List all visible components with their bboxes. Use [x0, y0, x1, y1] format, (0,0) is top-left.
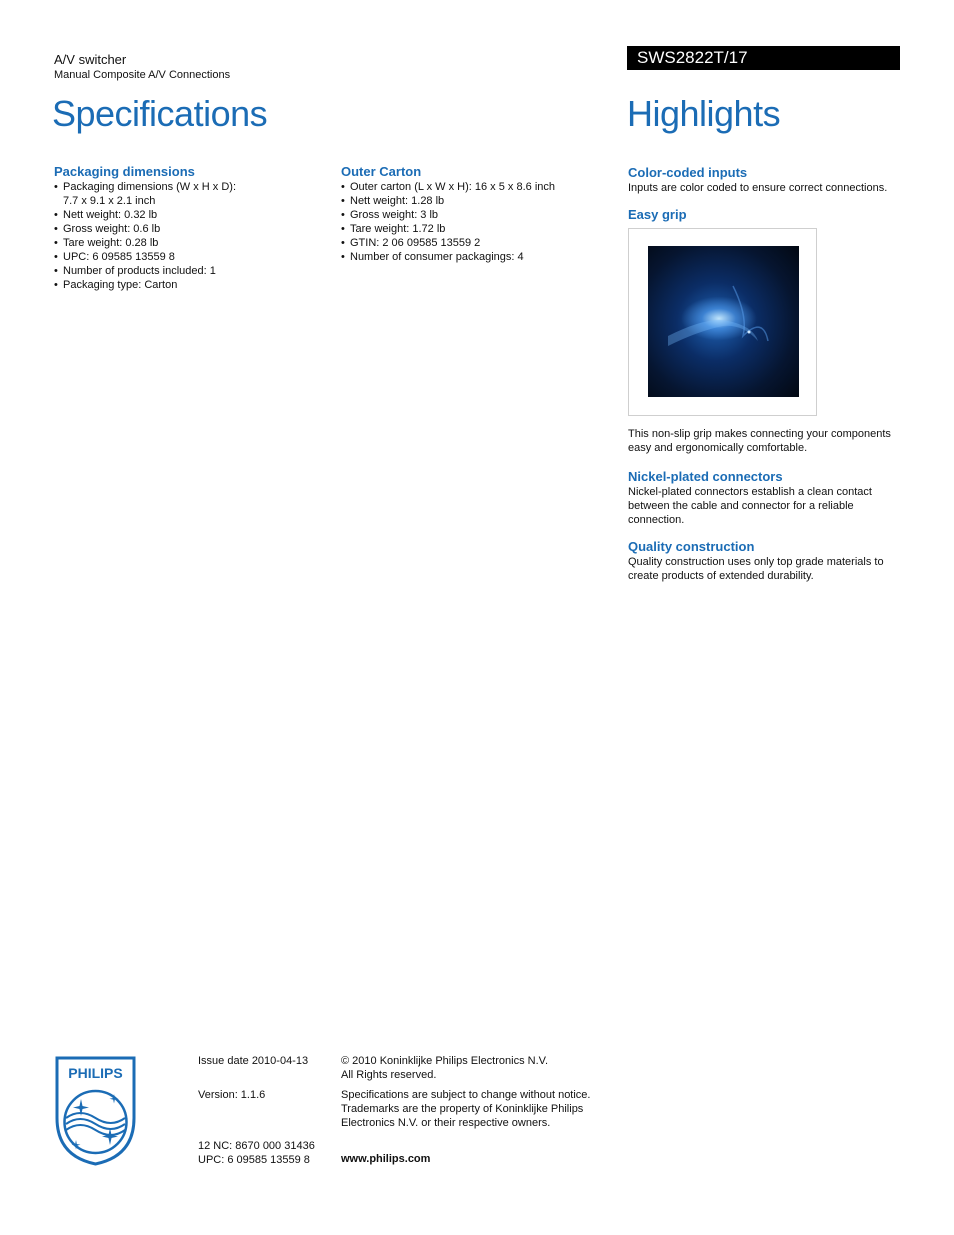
highlight-title: Quality construction — [628, 539, 755, 554]
outer-carton-section — [341, 164, 601, 264]
easy-grip-image — [628, 228, 817, 416]
highlight-title: Color-coded inputs — [628, 165, 748, 180]
list-item: • Number of products included: 1 — [54, 264, 314, 278]
highlight-quality-construction — [628, 539, 902, 583]
upc-number: UPC: 6 09585 13559 8 — [198, 1154, 310, 1166]
model-number-bar: SWS2822T/17 — [627, 46, 900, 70]
highlight-text: Quality construction uses only top grade materials to create products of extended durability. — [628, 556, 884, 582]
highlight-text: Inputs are color coded to ensure correct connections. — [628, 182, 888, 194]
website-link[interactable]: www.philips.com — [341, 1153, 431, 1165]
highlight-title: Nickel-plated connectors — [628, 469, 783, 484]
list-item: • Tare weight: 1.72 lb — [341, 222, 601, 236]
packaging-list — [54, 180, 314, 292]
light-streak-graphic — [648, 246, 799, 397]
list-item: • Number of consumer packagings: 4 — [341, 250, 601, 264]
highlight-title: Easy grip — [628, 207, 687, 222]
highlights-title: Highlights — [627, 93, 781, 134]
list-item: • Tare weight: 0.28 lb — [54, 236, 314, 250]
copyright: © 2010 Koninklijke Philips Electronics N.V. — [341, 1055, 549, 1067]
product-photo — [648, 246, 799, 397]
product-type: A/V switcher — [54, 52, 127, 67]
highlight-text: This non-slip grip makes connecting your components easy and ergonomically comfortable. — [628, 428, 891, 454]
list-item: • Gross weight: 3 lb — [341, 208, 601, 222]
packaging-dimensions-heading: Packaging dimensions — [54, 164, 195, 179]
philips-shield-logo-icon — [54, 1056, 137, 1166]
highlight-text: Nickel-plated connectors establish a clean contact between the cable and connector for a reliable connection. — [628, 486, 872, 526]
outer-carton-list — [341, 180, 601, 264]
list-item: • UPC: 6 09585 13559 8 — [54, 250, 314, 264]
version: Version: 1.1.6 — [198, 1089, 266, 1101]
rights: All Rights reserved. — [341, 1069, 437, 1081]
copyright-block — [341, 1054, 601, 1082]
highlight-color-coded — [628, 165, 902, 195]
packaging-dims-value: 7.7 x 9.1 x 2.1 inch — [63, 195, 156, 207]
list-item: • GTIN: 2 06 09585 13559 2 — [341, 236, 601, 250]
disclaimer: Specifications are subject to change without notice. Trademarks are the property of Koninklijke Philips Electronics N.V. or their respective owners. — [341, 1089, 591, 1129]
highlight-nickel-plated — [628, 469, 902, 527]
list-item: • Packaging type: Carton — [54, 278, 314, 292]
list-item: • Packaging dimensions (W x H x D): 7.7 x 9.1 x 2.1 inch — [54, 180, 314, 208]
specifications-title: Specifications — [52, 93, 268, 134]
highlight-easy-grip-text — [628, 427, 902, 455]
logo-wordmark: PHILIPS — [68, 1065, 123, 1081]
list-item: • Gross weight: 0.6 lb — [54, 222, 314, 236]
nc-number: 12 NC: 8670 000 31436 — [198, 1140, 315, 1152]
nc-upc-block — [198, 1139, 315, 1167]
packaging-dimensions-section — [54, 164, 314, 292]
product-description: Manual Composite A/V Connections — [54, 69, 231, 81]
issue-date: Issue date 2010-04-13 — [198, 1055, 309, 1067]
highlight-easy-grip — [628, 207, 902, 223]
list-item: • Nett weight: 0.32 lb — [54, 208, 314, 222]
list-item: • Outer carton (L x W x H): 16 x 5 x 8.6 inch — [341, 180, 601, 194]
outer-carton-heading: Outer Carton — [341, 164, 422, 179]
list-item: • Nett weight: 1.28 lb — [341, 194, 601, 208]
